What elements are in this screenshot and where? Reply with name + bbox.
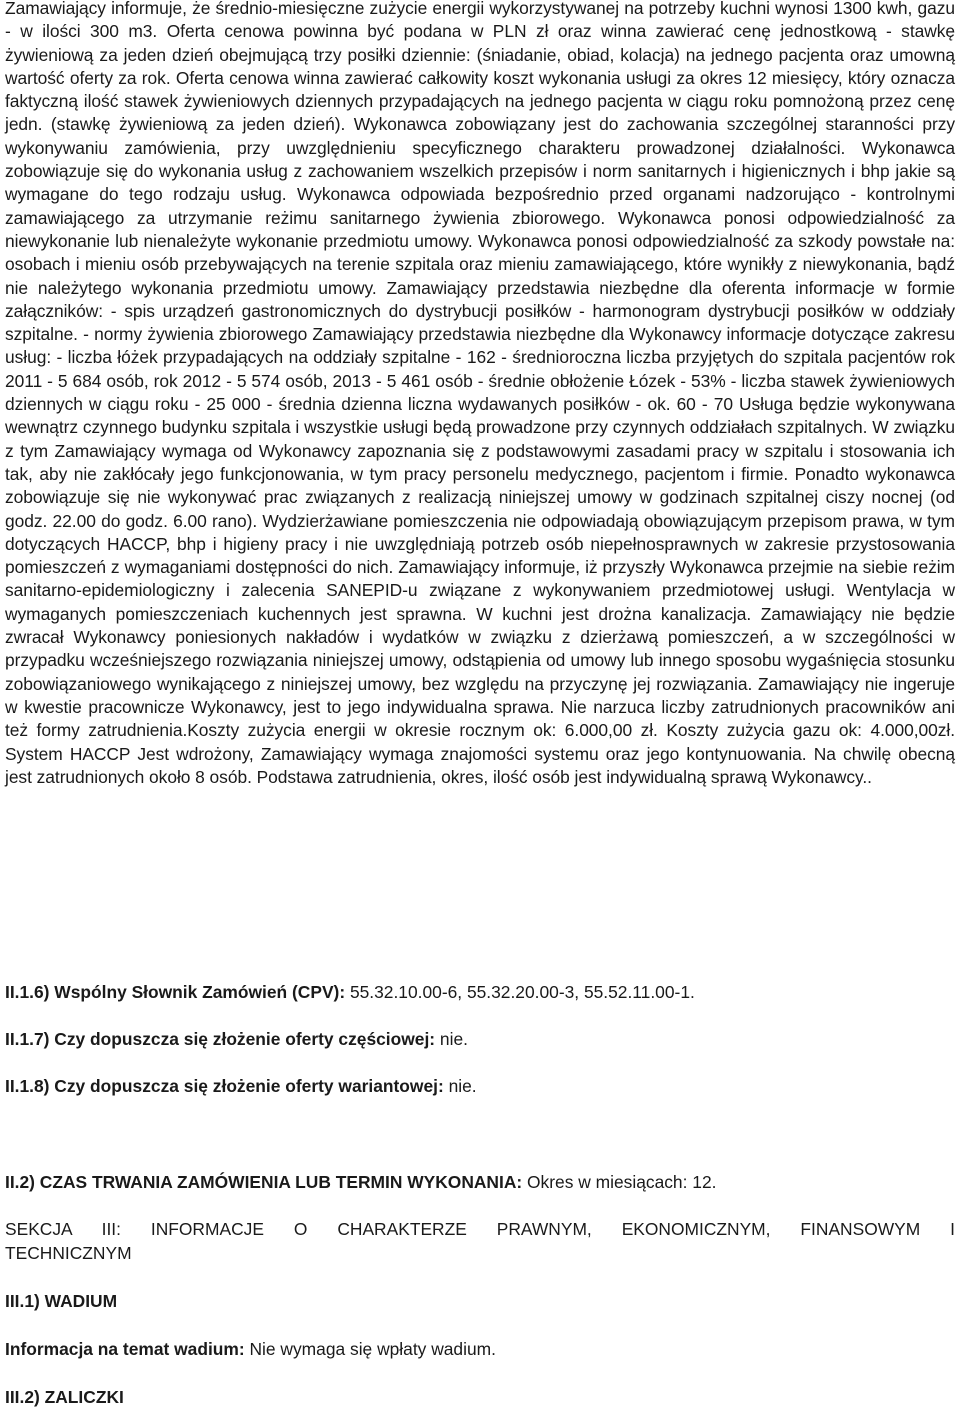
zaliczki-heading xyxy=(5,1386,955,1409)
duration-label: II.2) CZAS TRWANIA ZAMÓWIENIA LUB TERMIN WYKONANIA: xyxy=(5,1172,523,1192)
wadium-info-label: Informacja na temat wadium: xyxy=(5,1339,245,1359)
partial-offer-value: nie. xyxy=(435,1029,468,1049)
variant-offer-label: II.1.8) Czy dopuszcza się złożenie oferty wariantowej: xyxy=(5,1076,444,1096)
duration-value: Okres w miesiącach: 12. xyxy=(522,1172,717,1192)
partial-offer-label: II.1.7) Czy dopuszcza się złożenie oferty częściowej: xyxy=(5,1029,436,1049)
cpv-line xyxy=(5,981,955,1004)
cpv-label: II.1.6) Wspólny Słownik Zamówień (CPV): xyxy=(5,982,346,1002)
variant-offer-line xyxy=(5,1075,955,1098)
cpv-value: 55.32.10.00-6, 55.32.20.00-3, 55.52.11.00-1. xyxy=(345,982,695,1002)
section-3-title-line-2: TECHNICZNYM xyxy=(5,1243,132,1263)
wadium-info-line xyxy=(5,1338,955,1361)
wadium-heading xyxy=(5,1290,955,1313)
zaliczki-heading-text: III.2) ZALICZKI xyxy=(5,1387,124,1407)
main-paragraph: Zamawiający informuje, że średnio-miesięczne zużycie energii wykorzystywanej na potrzeby kuchni wynosi 1300 kwh, gazu - w ilości 300 m3. Oferta cenowa powinna być podana w PLN zł oraz winna zawierać cenę jednostkową - stawkę żywieniową za jeden dzień obejmującą trzy posiłki dziennie: (śniadanie, obiad, kolacja) na jednego pacjenta oraz umowną wartość oferty za rok. Oferta cenowa winna zawierać całkowity koszt wykonania usługi za okres 12 miesięcy, który oznacza faktyczną ilość stawek żywieniowych dziennych przypadających na jednego pacjenta w ciągu roku pomnożoną przez cenę jedn. (stawkę żywieniową za jeden dzień). Wykonawca zobowiązany jest do zachowania szczególnej staranności przy wykonywaniu zamówienia, przy uwzględnieniu specyficznego charakteru prowadzonej działalności. Wykonawca zobowiązuje się do wykonania usług z zachowaniem wszelkich przepisów i norm sanitarnych i higienicznych i bhp jakie są wymagane do tego rodzaju usług. Wykonawca odpowiada bezpośrednio przed organami nadzorująco - kontrolnymi zamawiającego za utrzymanie reżimu sanitarnego żywienia zbiorowego. Wykonawca ponosi odpowiedzialność za niewykonanie lub nienależyte wykonanie przedmiotu umowy. Wykonawca ponosi odpowiedzialność za szkody powstałe na: osobach i mieniu osób przebywających na terenie szpitala oraz mieniu zamawiającego, które wynikły z niewykonania, bądź nie należytego wykonania przedmiotu umowy. Zamawiający przedstawia niezbędne dla oferenta informacje w formie załączników: - spis urządzeń gastronomicznych do dystrybucji posiłków - harmonogram dystrybucji posiłków w oddziały szpitalne. - normy żywienia zbiorowego Zamawiający przedstawia niezbędne dla Wykonawcy informacje dotyczące zakresu usług: - liczba łóżek przypadających na oddziały szpitalne - 162 - średnioroczna liczba przyjętych do szpitala pacjentów rok 2011 - 5 684 osób, rok 2012 - 5 574 osób, 2013 - 5 461 osób - średnie obłożenie Łózek - 53% - liczba stawek żywieniowych dziennych w ciągu roku - 25 000 - średnia dzienna liczna wydawanych posiłków - ok. 60 - 70 Usługa będzie wykonywana wewnątrz czynnego budynku szpitala i wszystkie usługi będą prowadzone przy czynnych oddziałach szpitalnych. W związku z tym Zamawiający wymaga od Wykonawcy zapoznania się z podstawowymi zasadami pracy w szpitalu i stosowania ich tak, aby nie zakłócały jego funkcjonowania, w tym pracy personelu medycznego, pacjentom i firmie. Ponadto wykonawca zobowiązuje się nie wykonywać prac związanych z realizacją niniejszej umowy w godzinach szpitalnej ciszy nocnej (od godz. 22.00 do godz. 6.00 rano). Wydzierżawiane pomieszczenia nie odpowiadają obowiązującym przepisom prawa, w tym dotyczących HACCP, bhp i higieny pracy i nie uwzględniają potrzeb osób niepełnosprawnych w zakresie przystosowania pomieszczeń z wymaganiami dostępności do nich. Zamawiający informuje, iż przyszły Wykonawca przejmie na siebie reżim sanitarno-epidemiologiczny i zalecenia SANEPID-u związane z wykonywaniem przedmiotowej usługi. Wentylacja w wymaganych pomieszczeniach kuchennych jest sprawna. W kuchni jest drożna kanalizacja. Zamawiający nie będzie zwracał Wykonawcy poniesionych nakładów i wydatków w związku z dzierżawą pomieszczeń, a w szczególności w przypadku wcześniejszego rozwiązania niniejszej umowy, odstąpienia od umowy lub innego sposobu wygaśnięcia stosunku zobowiązaniowego wynikającego z niniejszej umowy, bez względu na przyczynę jej rozwiązania. Zamawiający nie ingeruje w kwestie pracownicze Wykonawcy, jest to jego indywidualna sprawa. Nie narzuca liczby zatrudnionych pracowników ani też formy zatrudnienia.Koszty zużycia energii w okresie rocznym ok: 6.000,00 zł. Koszty zużycia gazu ok: 4.000,00zł. System HACCP Jest wdrożony, Zamawiający wymaga znajomości systemu oraz jego kontynuowania. Na chwilę obecną jest zatrudnionych około 8 osób. Podstawa zatrudnienia, okres, ilość osób jest indywidualną sprawą Wykonawcy.. xyxy=(5,0,955,787)
partial-offer-line xyxy=(5,1028,955,1051)
section-3-title-line-1: SEKCJA III: INFORMACJE O CHARAKTERZE PRAWNYM, EKONOMICZNYM, FINANSOWYM I xyxy=(5,1219,955,1239)
wadium-info-value: Nie wymaga się wpłaty wadium. xyxy=(244,1339,496,1359)
duration-line xyxy=(5,1171,955,1194)
wadium-heading-text: III.1) WADIUM xyxy=(5,1291,118,1311)
variant-offer-value: nie. xyxy=(443,1076,477,1096)
